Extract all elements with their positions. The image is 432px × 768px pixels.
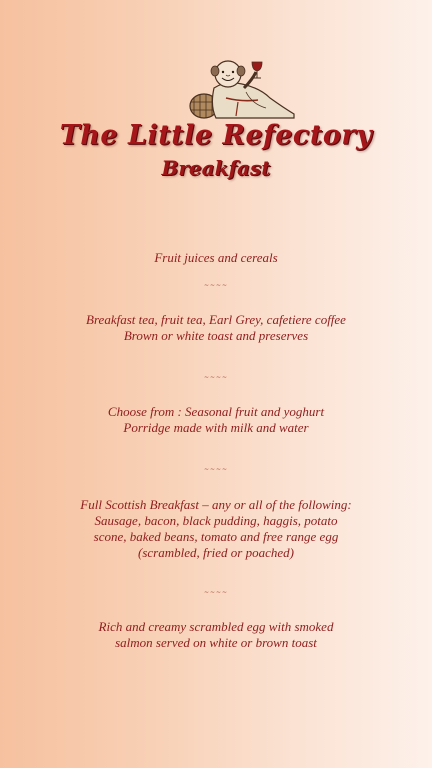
monk-logo-illustration <box>186 58 298 120</box>
separator: ~~~~ <box>203 466 229 473</box>
menu-line: Sausage, bacon, black pudding, haggis, potato <box>94 513 338 528</box>
menu-line: Brown or white toast and preserves <box>123 328 309 343</box>
menu-line: Breakfast tea, fruit tea, Earl Grey, cafetiere coffee <box>86 312 346 327</box>
separator: ~~~~ <box>203 589 229 596</box>
menu-section-fruit-porridge <box>40 404 392 436</box>
menu-line: Choose from : Seasonal fruit and yoghurt <box>107 404 325 419</box>
menu-section-scrambled-salmon <box>40 619 392 651</box>
separator: ~~~~ <box>203 282 229 289</box>
menu-line: Rich and creamy scrambled egg with smoked <box>98 619 334 634</box>
menu-line: salmon served on white or brown toast <box>115 635 317 650</box>
separator: ~~~~ <box>203 374 229 381</box>
menu-line: Full Scottish Breakfast – any or all of the following: <box>80 497 352 512</box>
menu-line: Porridge made with milk and water <box>123 420 309 435</box>
menu-section-full-scottish <box>40 497 392 561</box>
menu-subtitle: Breakfast <box>161 156 271 180</box>
menu-line: (scrambled, fried or poached) <box>138 545 294 560</box>
menu-section-juices <box>40 250 392 266</box>
page-title: The Little Refectory <box>59 120 373 151</box>
menu-line: scone, baked beans, tomato and free range egg <box>93 529 339 544</box>
menu-line: Fruit juices and cereals <box>154 250 278 265</box>
menu-section-drinks <box>40 312 392 344</box>
